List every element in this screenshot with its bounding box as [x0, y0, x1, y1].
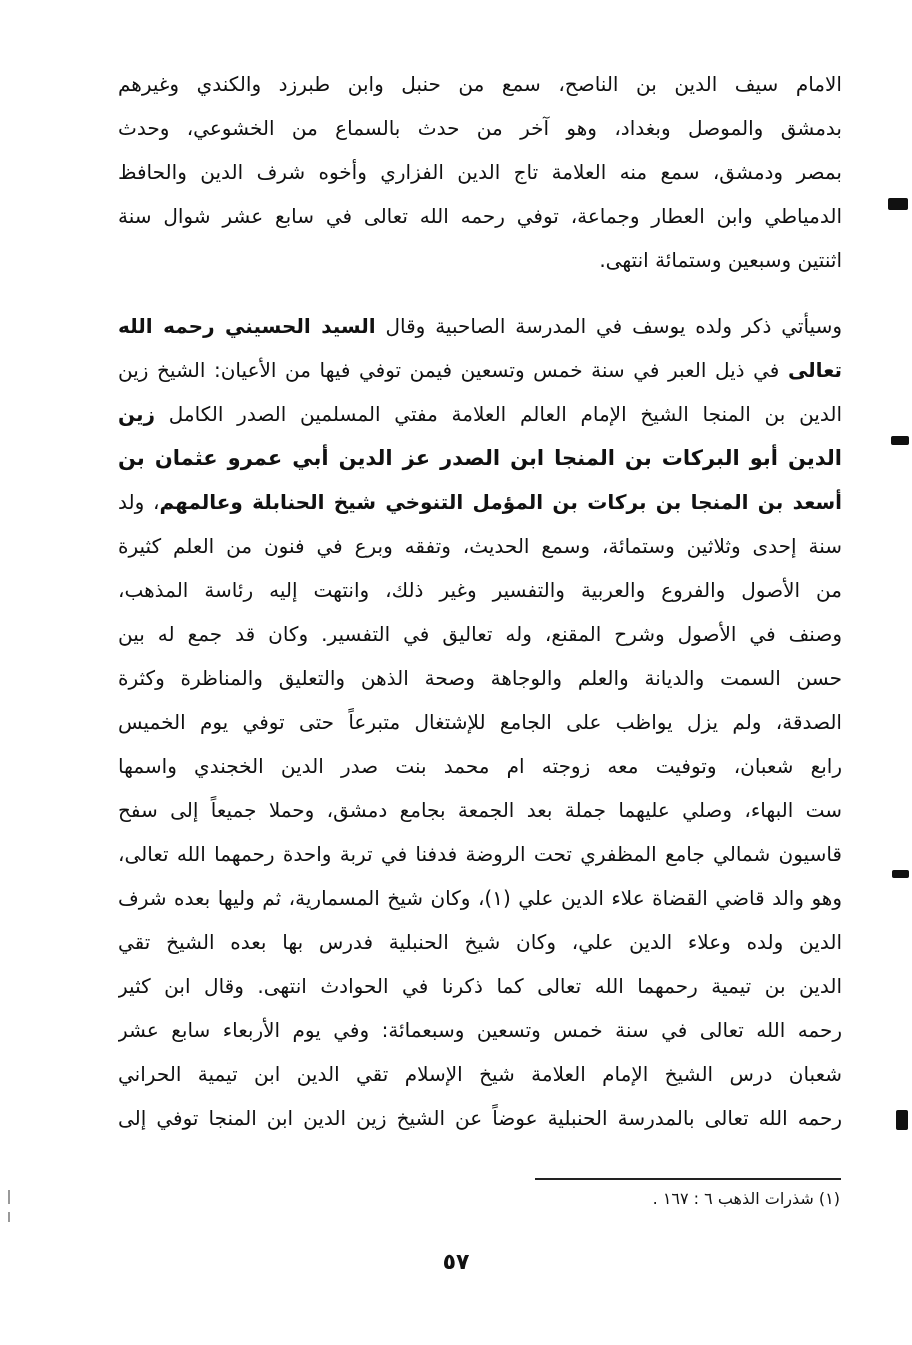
scan-artifact-mark [896, 1110, 908, 1130]
text-line: الامام سيف الدين بن الناصح، سمع من حنبل وابن طبرزد والكندي وغيرهم [118, 72, 842, 96]
bold-segment: السيد الحسيني رحمه الله [118, 314, 376, 338]
text-line: سنة إحدى وثلاثين وستمائة، وسمع الحديث، وتفقه وبرع في فنون من العلم كثيرة [118, 534, 842, 558]
scan-edge-tick [8, 1190, 10, 1204]
text-line: رحمه الله تعالى بالمدرسة الحنبلية عوضاً عن الشيخ زين الدين ابن المنجا توفي إلى [118, 1106, 842, 1130]
text-line: بدمشق والموصل وبغداد، وهو آخر من حدث بالسماع من الخشوعي، وحدث [118, 116, 842, 140]
text-line: وصنف في الأصول وشرح المقنع، وله تعاليق في التفسير. وكان قد جمع له بين [118, 622, 842, 646]
footnote: (١) شذرات الذهب ٦ : ١٦٧ . [652, 1189, 840, 1208]
text-line: الدمياطي وابن العطار وجماعة، توفي رحمه الله تعالى في سابع عشر شوال سنة [118, 204, 842, 228]
bold-segment: تعالى [787, 358, 842, 382]
text-segment: الدين بن المنجا الشيخ الإمام العالم العلامة مفتي المسلمين الصدر الكامل [168, 402, 842, 426]
text-line [118, 348, 842, 392]
text-line [118, 480, 842, 524]
text-line: ست البهاء، وصلي عليهما جملة بعد الجمعة بجامع دمشق، وحملا جميعاً إلى سفح [118, 798, 842, 822]
text-line: حسن السمت والديانة والعلم والوجاهة وصحة الذهن والتعليق والمناظرة وكثرة [118, 666, 842, 690]
text-line: وهو والد قاضي القضاة علاء الدين علي (١)، وكان شيخ المسمارية، ثم وليها بعده شرف [118, 886, 842, 910]
text-line: رحمه الله تعالى في سنة خمس وتسعين وسبعمائة: وفي يوم الأربعاء سابع عشر [118, 1018, 842, 1042]
text-line: شعبان درس الشيخ الإمام العلامة شيخ الإسلام تقي الدين ابن تيمية الحراني [118, 1062, 842, 1086]
text-line: من الأصول والفروع والعربية والتفسير وغير ذلك، وانتهت إليه رئاسة المذهب، [118, 578, 842, 602]
text-line: الدين بن تيمية رحمهما الله تعالى كما ذكرنا في الحوادث انتهى. وقال ابن كثير [118, 974, 842, 998]
bold-segment: أسعد بن المنجا بن بركات بن المؤمل التنوخي شيخ الحنابلة وعالمهم [159, 490, 842, 514]
paragraph-1 [118, 62, 842, 282]
text-line: الدين ولده وعلاء الدين علي، وكان شيخ الحنبلية فدرس بها بعده الشيخ تقي [118, 930, 842, 954]
scan-artifact-mark [888, 198, 908, 210]
text-line [118, 304, 842, 348]
text-line: الدين أبو البركات بن المنجا ابن الصدر عز الدين أبي عمرو عثمان بن [118, 446, 842, 470]
scan-artifact-mark [891, 436, 909, 445]
scan-artifact-mark [892, 870, 909, 878]
text-line: رابع شعبان، وتوفيت معه زوجته ام محمد بنت صدر الدين الخجندي واسمها [118, 754, 842, 778]
text-line: قاسيون شمالي جامع المظفري تحت الروضة فدفنا في تربة واحدة رحمهما الله تعالى، [118, 842, 842, 866]
text-line: بمصر ودمشق، سمع منه العلامة تاج الدين الفزاري وأخوه شرف الدين والحافظ [118, 160, 842, 184]
paragraph-2 [118, 304, 842, 1140]
text-segment: وسيأتي ذكر ولده يوسف في المدرسة الصاحبية وقال [385, 314, 842, 338]
footnote-divider [535, 1178, 841, 1180]
page-number: ٥٧ [442, 1250, 470, 1275]
text-line [118, 392, 842, 436]
scan-edge-tick [8, 1212, 10, 1222]
text-line: اثنتين وسبعين وستمائة انتهى. [599, 248, 842, 272]
bold-segment: زين [118, 402, 156, 426]
text-segment: ، ولد [118, 490, 160, 514]
text-line: الصدقة، ولم يزل يواظب على الجامع للإشتغال متبرعاً حتى توفي يوم الخميس [118, 710, 842, 734]
text-segment: في ذيل العبر في سنة خمس وتسعين فيمن توفي فيها من الأعيان: الشيخ زين [118, 358, 780, 382]
